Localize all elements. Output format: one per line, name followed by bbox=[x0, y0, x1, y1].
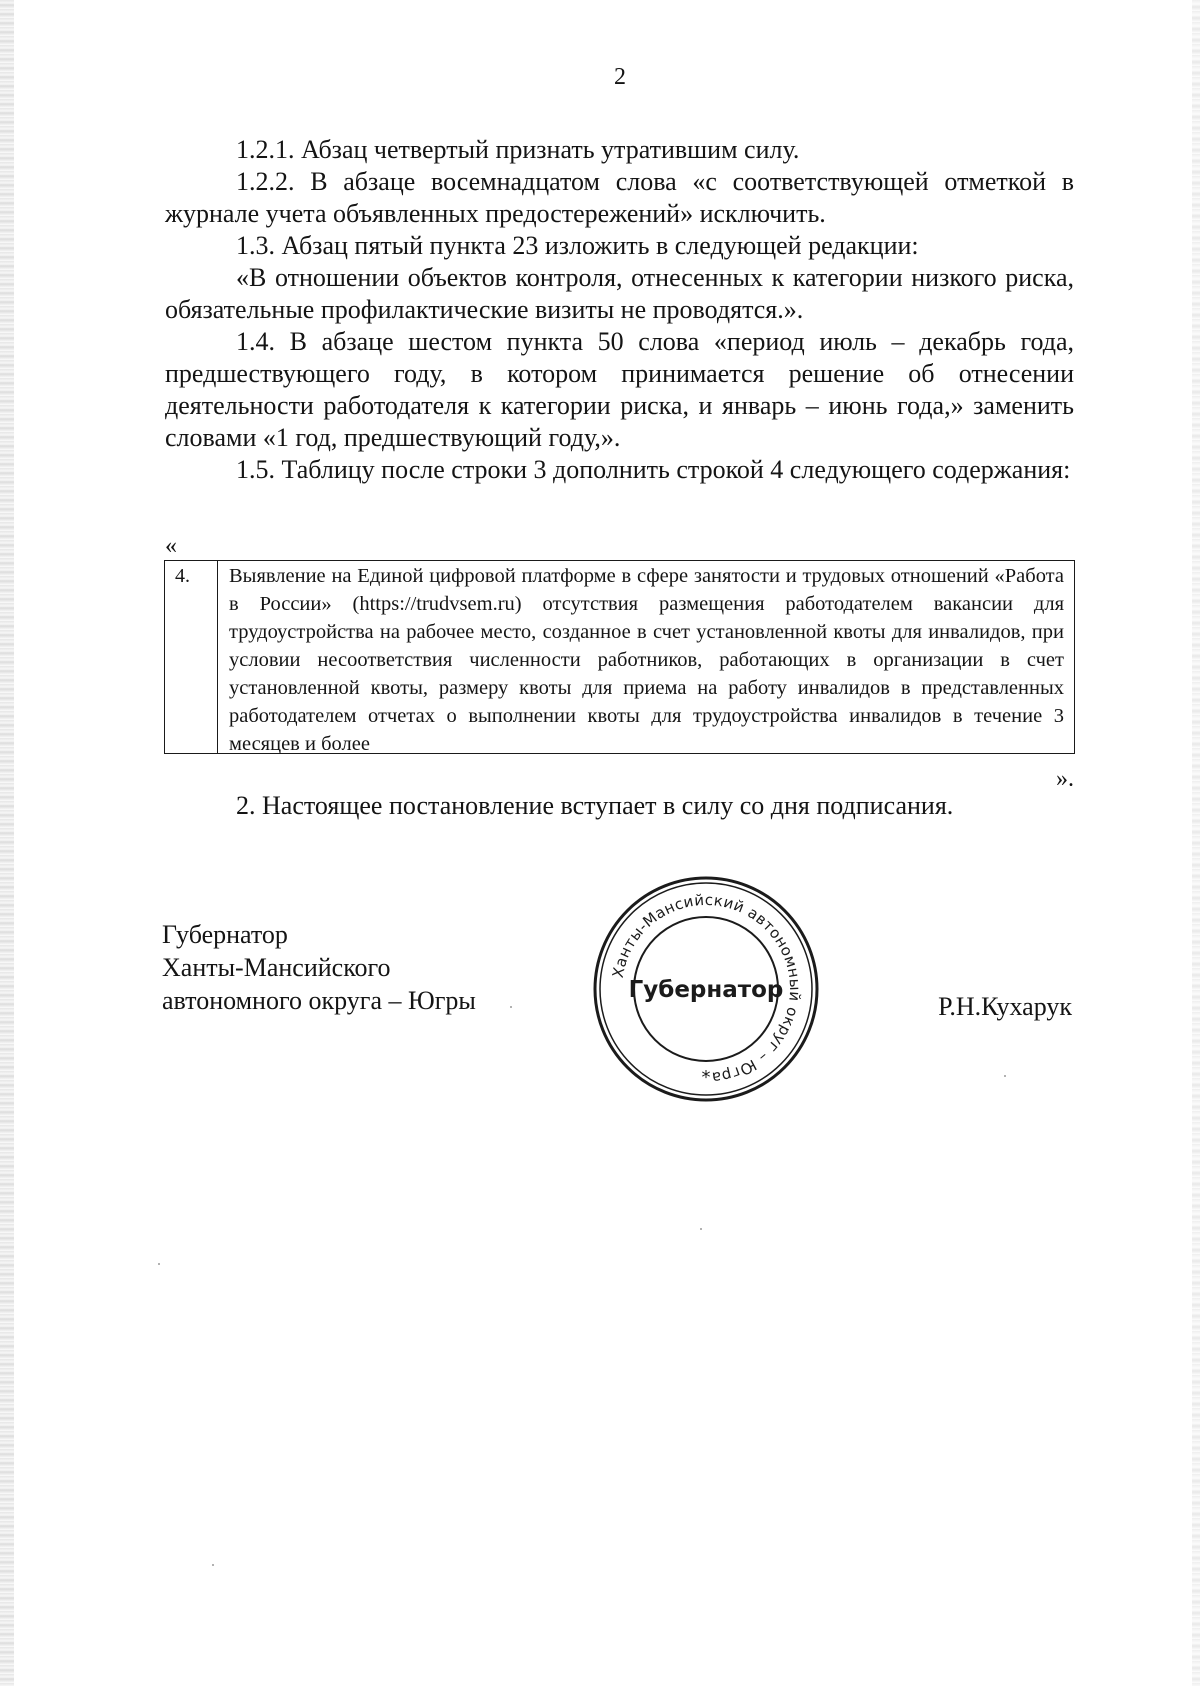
amendment-paragraph: 1.2.1. Абзац четвертый признать утратившим силу. bbox=[236, 135, 800, 164]
table-open-quote: « bbox=[165, 533, 177, 559]
amendment-paragraph: 1.4. В абзаце шестом пункта 50 слова «период июль – декабрь года, предшествующего году, в котором принимается решение об отнесении деятельности работодателя к категории риска, и январь – июнь года,» заменить словами «1 год, предшествующий году,». bbox=[165, 327, 1074, 452]
scan-edge-right bbox=[1192, 0, 1200, 1686]
scan-edge-left bbox=[0, 0, 14, 1686]
amendment-paragraph: 1.5. Таблицу после строки 3 дополнить строкой 4 следующего содержания: bbox=[236, 455, 1071, 484]
scan-speck bbox=[1004, 1075, 1006, 1077]
scan-speck bbox=[158, 1263, 160, 1265]
amendment-paragraph: 1.3. Абзац пятый пункта 23 изложить в следующей редакции: bbox=[236, 231, 919, 260]
quoted-paragraph: «В отношении объектов контроля, отнесенных к категории низкого риска, обязательные профилактические визиты не проводятся.». bbox=[165, 263, 1074, 324]
table-row-text: Выявление на Единой цифровой платформе в сфере занятости и трудовых отношений «Работа в России» (https://trudvsem.ru) отсутствия размещения работодателем вакансии для трудоустройства на рабочее место, созданное в счет установленной квоты для инвалидов, при условии несоответствия численности работников, работающих в организации в счет установленной квоты, размеру квоты для приема на работу инвалидов в представленных работодателем отчетах о выполнении квоты для трудоустройства инвалидов в течение 3 месяцев и более bbox=[229, 565, 1064, 755]
position-line: автономного округа – Югры bbox=[162, 986, 476, 1015]
scan-speck bbox=[510, 1006, 512, 1008]
official-stamp bbox=[592, 875, 820, 1103]
final-clause: 2. Настоящее постановление вступает в силу со дня подписания. bbox=[236, 791, 954, 820]
position-line: Губернатор bbox=[162, 920, 288, 949]
signatory-name: Р.Н.Кухарук bbox=[938, 992, 1072, 1021]
table-row-number: 4. bbox=[165, 561, 218, 753]
document-body bbox=[165, 134, 1074, 486]
position-line: Ханты-Мансийского bbox=[162, 953, 391, 982]
inserted-table bbox=[164, 560, 1075, 754]
stamp-star: * bbox=[701, 1067, 711, 1088]
stamp-center-text: Губернатор bbox=[628, 977, 784, 1003]
page-number: 2 bbox=[614, 64, 626, 90]
scan-speck bbox=[700, 1228, 702, 1230]
signatory-position bbox=[162, 918, 476, 1017]
scan-speck bbox=[212, 1564, 214, 1566]
stamp-ring-text: Ханты-Мансийский автономный округ – Югра bbox=[608, 890, 805, 1087]
amendment-paragraph: 1.2.2. В абзаце восемнадцатом слова «с соответствующей отметкой в журнале учета объявленных предостережений» исключить. bbox=[165, 167, 1074, 228]
table-close-quote: ». bbox=[1056, 766, 1074, 792]
